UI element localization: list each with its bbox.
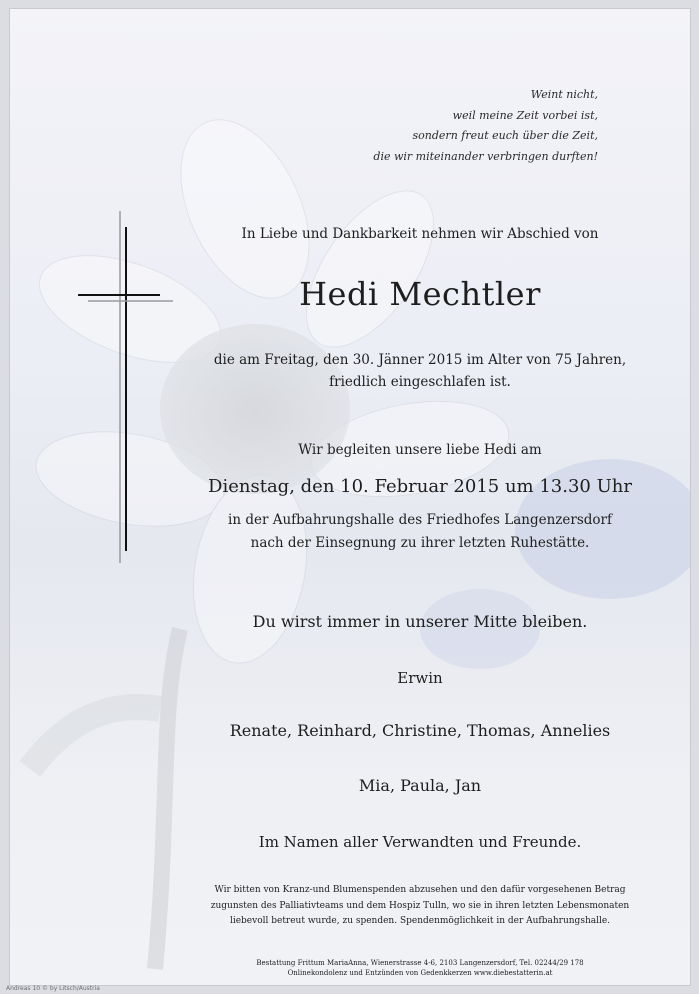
remembrance-line: Du wirst immer in unserer Mitte bleiben. (252, 612, 588, 631)
donation-note-line: zugunsten des Palliativteams und dem Hospiz Tulln, wo sie in ihren letzten Lebensmonaten (210, 900, 630, 911)
mourner-grandchildren: Mia, Paula, Jan (358, 776, 482, 795)
funeral-place-line: nach der Einsegnung zu ihrer letzten Ruhestätte. (250, 535, 590, 551)
death-notice-line: friedlich eingeschlafen ist. (329, 374, 511, 390)
mourner-relatives: Im Namen aller Verwandten und Freunde. (258, 833, 582, 851)
accompany-text: Wir begleiten unsere liebe Hedi am (298, 442, 542, 458)
donation-note-line: Wir bitten von Kranz-und Blumenspenden abzusehen und den dafür vorgesehenen Betrag (214, 885, 626, 895)
funeral-place (100, 509, 691, 555)
template-credit: Andreas 10 © by Litsch/Austria (6, 985, 100, 992)
mourner-spouse: Erwin (397, 669, 443, 687)
poem (373, 85, 598, 167)
donation-note-line: liebevoll betreut wurde, zu spenden. Spendenmöglichkeit in der Aufbahrungshalle. (229, 916, 611, 926)
poem-line: Weint nicht, (530, 88, 598, 101)
death-notice (100, 349, 691, 393)
footer-line: Onlinekondolenz und Entzünden von Gedenkkerzen www.diebestatterin.at (287, 969, 553, 977)
poem-line: weil meine Zeit vorbei ist, (452, 108, 598, 122)
poem-line: die wir miteinander verbringen durften! (373, 149, 598, 163)
footer-line: Bestattung Frittum MariaAnna, Wienerstrasse 4-6, 2103 Langenzersdorf, Tel. 02244/29 178 (256, 959, 584, 967)
deceased-name: Hedi Mechtler (299, 275, 541, 313)
poem-line: sondern freut euch über die Zeit, (412, 129, 598, 142)
donation-note (100, 883, 691, 930)
intro-text: In Liebe und Dankbarkeit nehmen wir Abschied von (241, 226, 599, 242)
funeral-date: Dienstag, den 10. Februar 2015 um 13.30 Uhr (208, 476, 632, 497)
funeral-place-line: in der Aufbahrungshalle des Friedhofes Langenzersdorf (228, 512, 612, 528)
obituary-card (9, 8, 691, 986)
funeral-home-footer (100, 958, 691, 978)
mourner-children: Renate, Reinhard, Christine, Thomas, Annelies (229, 721, 611, 740)
death-notice-line: die am Freitag, den 30. Jänner 2015 im Alter von 75 Jahren, (213, 352, 627, 368)
